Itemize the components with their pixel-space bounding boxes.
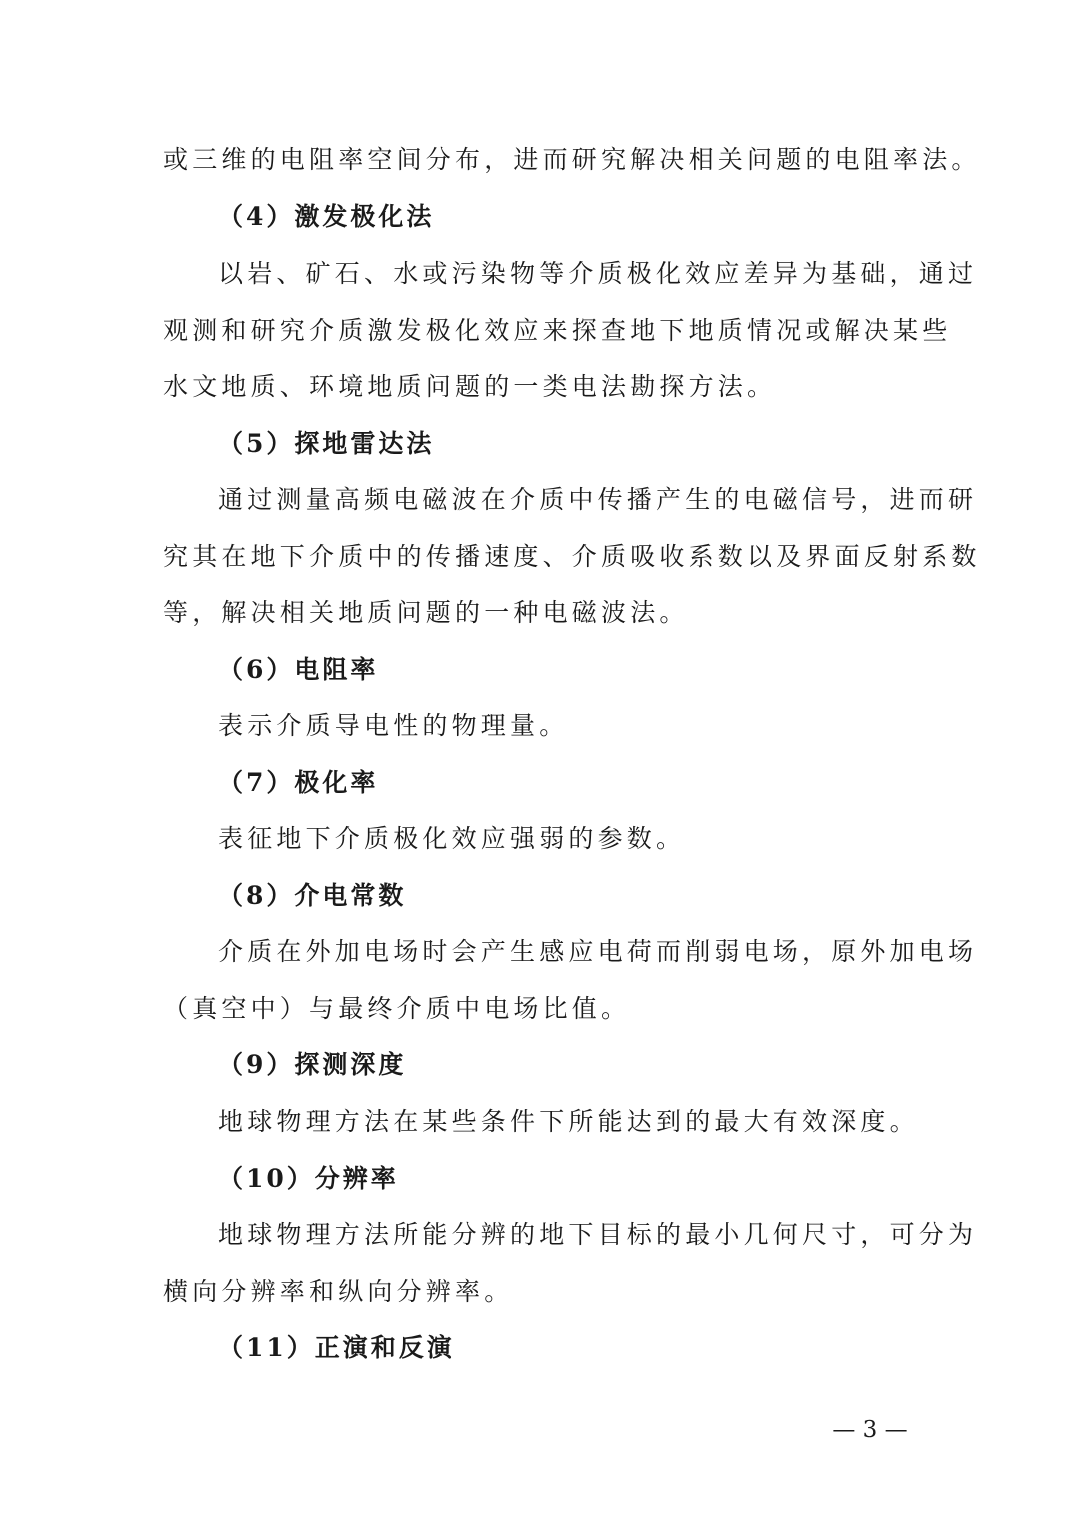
section-heading: （9）探测深度 xyxy=(218,1050,407,1079)
paragraph-line: 等，解决相关地质问题的一种电磁波法。 xyxy=(163,598,689,627)
paragraph-line: 地球物理方法所能分辨的地下目标的最小几何尺寸，可分为 xyxy=(218,1220,978,1249)
paragraph-line: 表征地下介质极化效应强弱的参数。 xyxy=(218,824,686,853)
section-heading: （4）激发极化法 xyxy=(218,202,435,231)
section-heading: （7）极化率 xyxy=(218,768,379,797)
paragraph-line: 水文地质、环境地质问题的一类电法勘探方法。 xyxy=(163,372,777,401)
paragraph-line: 横向分辨率和纵向分辨率。 xyxy=(163,1277,514,1306)
paragraph-line: 地球物理方法在某些条件下所能达到的最大有效深度。 xyxy=(218,1107,919,1136)
paragraph-line: 究其在地下介质中的传播速度、介质吸收系数以及界面反射系数 xyxy=(163,542,981,571)
paragraph-line: 或三维的电阻率空间分布，进而研究解决相关问题的电阻率法。 xyxy=(163,145,981,174)
paragraph-line: 表示介质导电性的物理量。 xyxy=(218,711,569,740)
paragraph-line: 以岩、矿石、水或污染物等介质极化效应差异为基础，通过 xyxy=(218,259,978,288)
paragraph-line: 观测和研究介质激发极化效应来探查地下地质情况或解决某些 xyxy=(163,316,952,345)
section-heading: （6）电阻率 xyxy=(218,655,379,684)
page-number: — 3 — xyxy=(832,1417,908,1443)
paragraph-line: 通过测量高频电磁波在介质中传播产生的电磁信号，进而研 xyxy=(218,485,978,514)
section-heading: （8）介电常数 xyxy=(218,881,407,910)
section-heading: （10）分辨率 xyxy=(218,1164,399,1193)
paragraph-line: 介质在外加电场时会产生感应电荷而削弱电场，原外加电场 xyxy=(218,937,978,966)
section-heading: （5）探地雷达法 xyxy=(218,429,435,458)
paragraph-line: （真空中）与最终介质中电场比值。 xyxy=(163,994,631,1023)
section-heading: （11）正演和反演 xyxy=(218,1333,455,1362)
